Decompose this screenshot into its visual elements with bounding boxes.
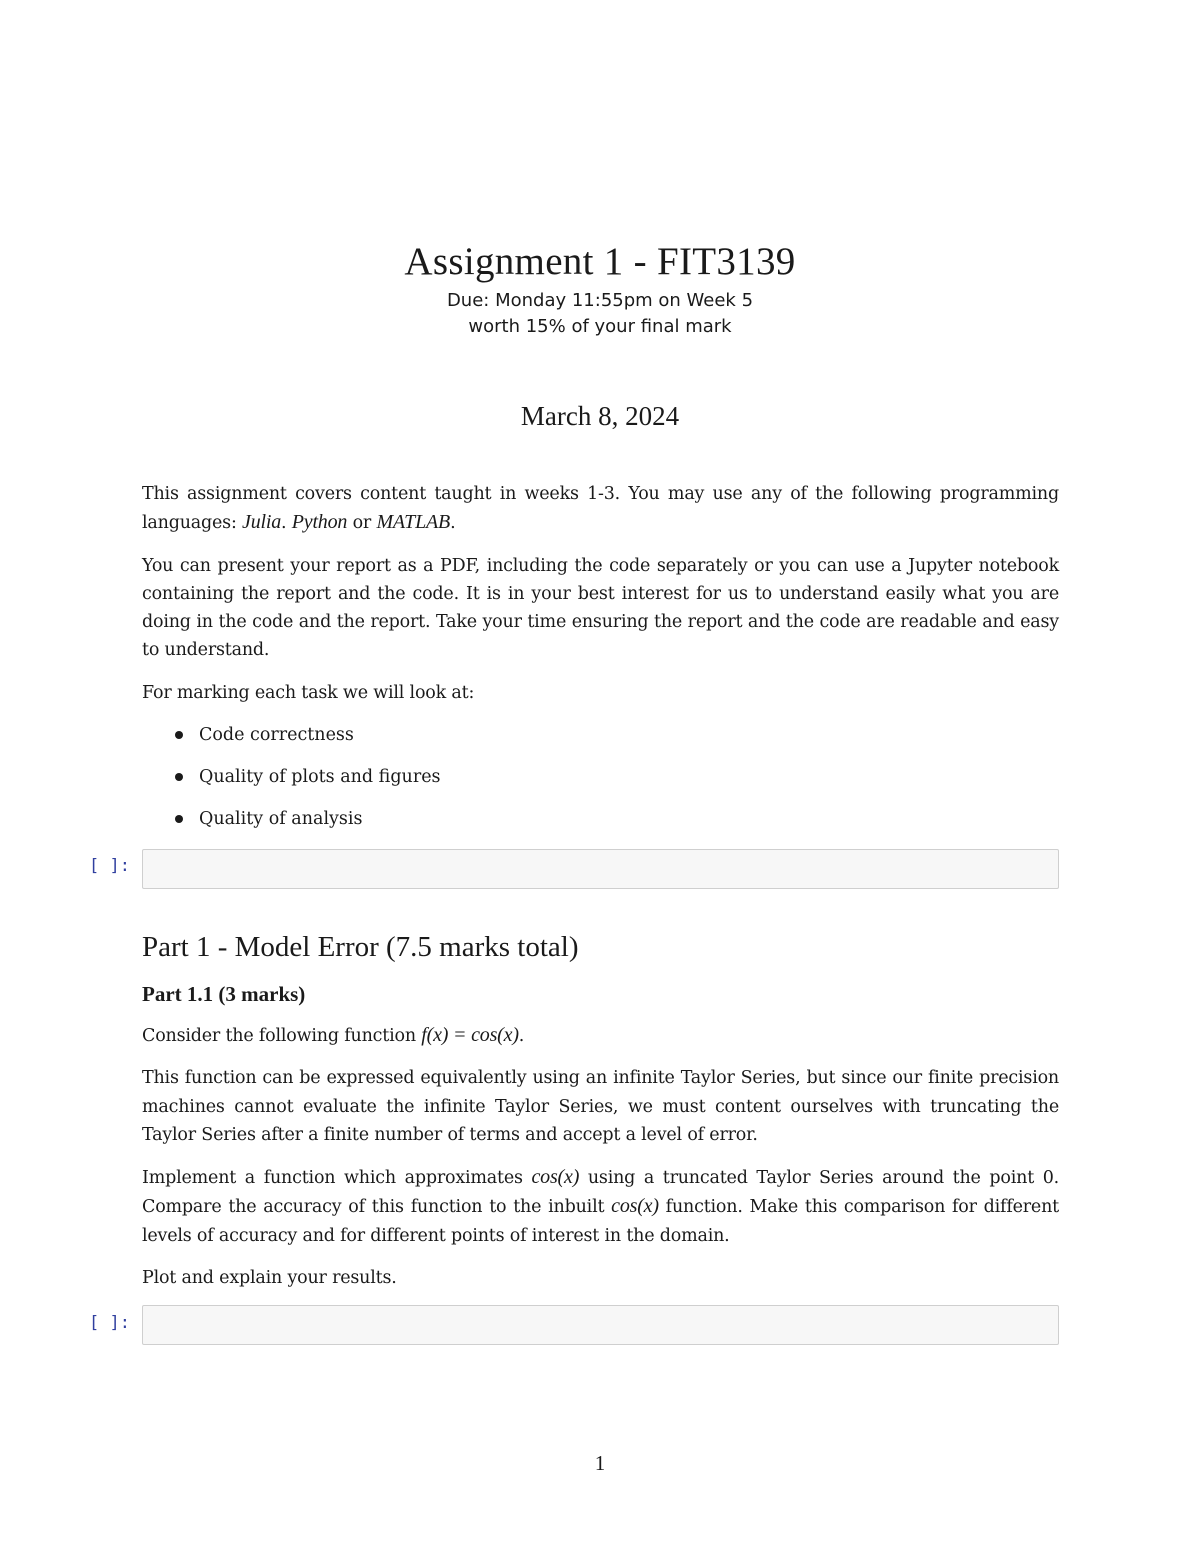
intro-section [142, 480, 1059, 847]
page-number: 1 [594, 1451, 606, 1475]
part1-paragraph-taylor: This function can be expressed equivalently using an infinite Taylor Series, but since our finite precision machines cannot evaluate the infinite Taylor Series, we must content ourselves with truncating the Taylor Series after a finite number of terms and accept a level of error. [142, 1068, 1059, 1145]
intro-paragraph-report: You can present your report as a PDF, including the code separately or you can use a Jupyter notebook containing the report and the code. It is in your best interest for us to understand easily what you are doing in the code and the report. Take your time ensuring the report and the code are readable and easy to understand. [142, 555, 1059, 661]
intro-paragraph-languages [142, 480, 1059, 538]
language-matlab: MATLAB [376, 511, 451, 534]
paragraph-text: function. Make this comparison for different levels of accuracy and for different points of interest in the domain. [142, 1197, 1059, 1246]
list-item [142, 763, 1059, 791]
period: . [450, 513, 456, 534]
document-date: March 8, 2024 [520, 401, 680, 431]
paragraph-text: Consider the following function [142, 1026, 422, 1046]
part1-paragraph-implement [142, 1163, 1059, 1250]
paragraph-text: Implement a function which approximates [142, 1168, 532, 1189]
language-python: Python [291, 511, 348, 534]
language-julia: Julia [242, 511, 282, 534]
code-cell-input[interactable] [142, 849, 1059, 889]
document-title: Assignment 1 - FIT3139 [404, 240, 796, 283]
worth-line: worth 15% of your final mark [468, 316, 732, 337]
cell-prompt: [ ]: [89, 856, 130, 876]
separator: or [347, 513, 377, 534]
intro-text: This assignment covers content taught in weeks 1-3. You may use any of the following programming languages: [142, 484, 1059, 534]
code-cell-input[interactable] [142, 1305, 1059, 1345]
bullet-icon [175, 731, 183, 739]
bullet-icon [175, 815, 183, 823]
math-expression: cos(x) [531, 1166, 580, 1189]
separator: . [281, 513, 292, 534]
criterion-label: Quality of plots and figures [199, 767, 441, 788]
title-block [0, 236, 1200, 340]
criterion-label: Code correctness [199, 725, 354, 746]
part1-paragraph-function [142, 1021, 1059, 1050]
math-expression: f(x) = cos(x) [421, 1024, 519, 1046]
part1-1-heading: Part 1.1 (3 marks) [142, 982, 306, 1006]
paragraph-text: using a truncated Taylor Series around the point 0. Compare the accuracy of this function to the inbuilt [142, 1168, 1059, 1218]
list-item [142, 805, 1059, 833]
criterion-label: Quality of analysis [199, 809, 363, 830]
bullet-icon [175, 773, 183, 781]
list-item [142, 721, 1059, 749]
part1-paragraph-plot: Plot and explain your results. [142, 1268, 397, 1289]
math-expression: cos(x) [611, 1195, 659, 1218]
part1-section [142, 1021, 1059, 1306]
due-line: Due: Monday 11:55pm on Week 5 [446, 290, 754, 311]
marking-criteria-list [142, 721, 1059, 833]
intro-paragraph-marking: For marking each task we will look at: [142, 682, 475, 703]
cell-prompt: [ ]: [89, 1313, 130, 1333]
period: . [518, 1026, 525, 1046]
part1-heading: Part 1 - Model Error (7.5 marks total) [142, 931, 579, 963]
